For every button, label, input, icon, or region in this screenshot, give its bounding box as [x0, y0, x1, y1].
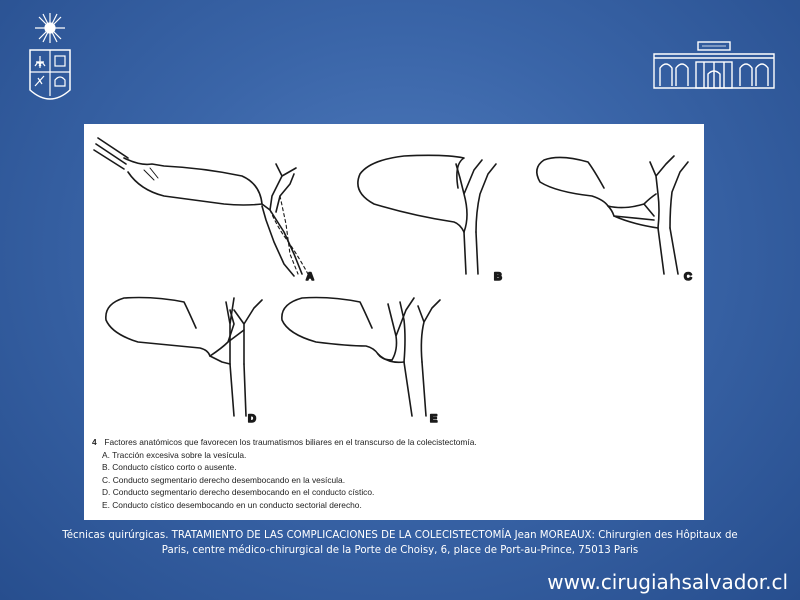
- panel-e-drawing: [282, 298, 440, 417]
- panel-label-b: B: [494, 271, 502, 283]
- figure-panel: [84, 124, 704, 520]
- panel-label-d: D: [248, 413, 256, 425]
- figure-number: 4: [92, 437, 97, 447]
- hospital-building-logo: [652, 40, 776, 92]
- caption-item-c: C. Conducto segmentario derecho desembocando en la vesícula.: [102, 474, 346, 485]
- citation-line-1: Técnicas quirúrgicas. TRATAMIENTO DE LAS COMPLICACIONES DE LA COLECISTECTOMÍA Jean MOREAUX: Chirurgien des Hôpitaux de: [62, 530, 738, 541]
- panel-b-drawing: [358, 155, 496, 274]
- panel-c-drawing: [537, 156, 688, 274]
- panel-label-a: A: [306, 271, 314, 283]
- caption-item-d: D. Conducto segmentario derecho desembocando en el conducto cístico.: [102, 487, 375, 498]
- panel-d-drawing: [106, 298, 262, 417]
- caption-item-e: E. Conducto cístico desembocando en un conducto sectorial derecho.: [102, 499, 362, 510]
- figure-caption: [92, 436, 692, 512]
- caption-list: [92, 449, 692, 512]
- caption-title: Factores anatómicos que favorecen los traumatismos biliares en el transcurso de la colecistectomía.: [104, 437, 477, 447]
- panel-label-e: E: [430, 413, 438, 425]
- source-citation: [40, 528, 760, 558]
- panel-label-c: C: [684, 271, 692, 283]
- university-crest-logo: [24, 10, 76, 110]
- citation-line-2: Paris, centre médico-chirurgical de la Porte de Choisy, 6, place de Port-au-Prince, 75013 Paris: [161, 545, 639, 556]
- panel-a-drawing: [94, 138, 308, 276]
- caption-item-b: B. Conducto cístico corto o ausente.: [102, 462, 237, 473]
- biliary-anatomy-illustration: [84, 124, 704, 434]
- website-url: www.cirugiahsalvador.cl: [547, 570, 788, 594]
- caption-item-a: A. Tracción excesiva sobre la vesícula.: [102, 449, 247, 460]
